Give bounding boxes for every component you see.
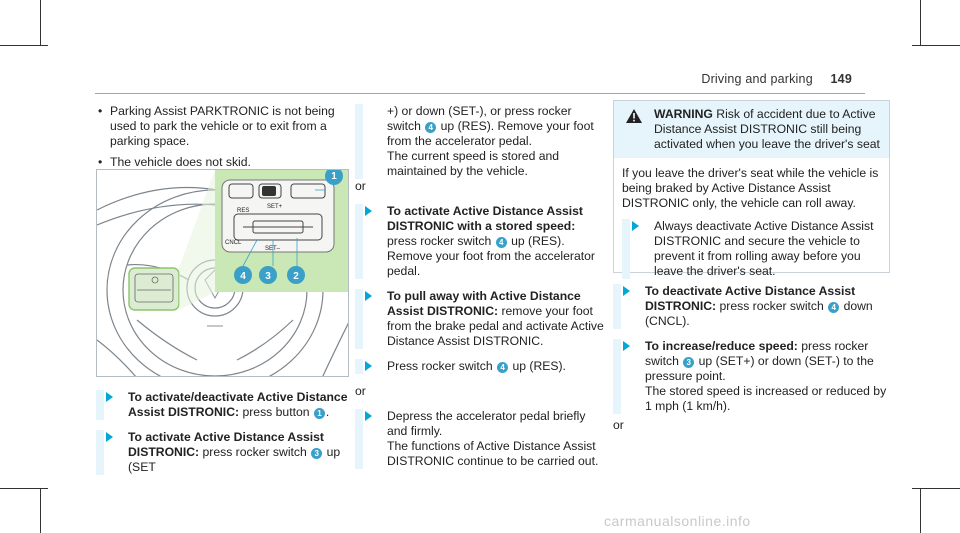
- crop-mark: [0, 488, 48, 489]
- column-1-steps: [96, 390, 350, 485]
- instruction-step: To activate/deactivate Active Distance Assist DISTRONIC: press button 1 .: [96, 390, 350, 420]
- list-item: • The vehicle does not skid.: [96, 155, 350, 170]
- callout-1: 1: [331, 171, 337, 182]
- crop-mark: [920, 0, 921, 46]
- instruction-step: To activate Active Distance Assist DISTRONIC with a stored speed: press rocker switch 4 up (RES). Remove your foot from the accelerator pedal.: [355, 204, 605, 279]
- callout-3: 3: [265, 271, 271, 282]
- arrow-icon: [365, 411, 372, 421]
- instruction-step: To deactivate Active Distance Assist DISTRONIC: press rocker switch 4 down (CNCL).: [613, 284, 890, 329]
- fig-label-cncl: CNCL: [225, 240, 242, 246]
- watermark: carmanualsonline.info: [604, 513, 751, 529]
- fig-label-set-plus: SET+: [267, 204, 283, 210]
- arrow-icon: [365, 291, 372, 301]
- warning-title-text: Risk of accident due to Active Distance Assist DISTRONIC still being activated when you leave the driver's seat: [654, 107, 880, 151]
- or-label: or: [613, 418, 624, 432]
- arrow-icon: [365, 361, 372, 371]
- crop-mark: [912, 45, 960, 46]
- instruction-step: Press rocker switch 4 up (RES).: [355, 359, 605, 374]
- callout-ref-icon: 4: [425, 122, 436, 133]
- instruction-step: To increase/reduce speed: press rocker switch 3 up (SET+) or down (SET-) to the pressure point. The stored speed is increased or reduced by 1 mph (1 km/h).: [613, 339, 890, 414]
- list-item: • Parking Assist PARKTRONIC is not being used to park the vehicle or to exit from a parking space.: [96, 104, 350, 149]
- step-heading: To activate Active Distance Assist DISTRONIC with a stored speed:: [387, 204, 583, 233]
- crop-mark: [912, 488, 960, 489]
- instruction-step: To activate Active Distance Assist DISTRONIC: press rocker switch 3 up (SET: [96, 430, 350, 475]
- header-rule: [95, 93, 865, 94]
- instruction-step: Depress the accelerator pedal briefly and firmly. The functions of Active Distance Assist DISTRONIC continue to be carried out.: [355, 409, 605, 469]
- callout-ref-icon: 3: [683, 357, 694, 368]
- fig-label-res: RES: [237, 208, 250, 214]
- crop-mark: [0, 45, 48, 46]
- crop-mark: [40, 488, 41, 533]
- arrow-icon: [106, 392, 113, 402]
- arrow-icon: [365, 206, 372, 216]
- steering-wheel-illustration: [97, 170, 349, 377]
- arrow-icon: [623, 286, 630, 296]
- callout-4: 4: [240, 271, 246, 282]
- column-2: [355, 104, 605, 479]
- steering-wheel-figure: [96, 169, 349, 377]
- crop-mark: [920, 488, 921, 533]
- warning-triangle-icon: [626, 109, 642, 123]
- page-number: 149: [830, 72, 852, 86]
- arrow-icon: [623, 341, 630, 351]
- warning-header: [614, 101, 889, 158]
- column-1: [96, 104, 350, 176]
- step-heading: To deactivate Active Distance Assist DISTRONIC:: [645, 284, 856, 313]
- arrow-icon: [632, 221, 639, 231]
- step-heading: To activate/deactivate Active Distance Assist DISTRONIC:: [128, 390, 348, 419]
- callout-ref-icon: 4: [497, 362, 508, 373]
- arrow-icon: [106, 432, 113, 442]
- warning-body: If you leave the driver's seat while the vehicle is being braked by Active Distance Assist DISTRONIC only, the vehicle can roll away. Always deactivate Active Distance Assist DISTRONIC and secure the vehicle to prevent it from rolling away before you leave the driver's seat.: [622, 166, 879, 278]
- or-label: or: [355, 179, 366, 193]
- instruction-step: To pull away with Active Distance Assist DISTRONIC: remove your foot from the brake pedal and activate Active Distance Assist DISTRONIC.: [355, 289, 605, 349]
- fig-label-set-minus: SET–: [265, 246, 281, 252]
- warning-box: [613, 100, 890, 278]
- instruction-step: Always deactivate Active Distance Assist DISTRONIC and secure the vehicle to prevent it from rolling away before you leave the driver's seat.: [622, 219, 879, 279]
- or-label: or: [355, 384, 366, 398]
- step-heading: To increase/reduce speed:: [645, 339, 798, 353]
- section-title: Driving and parking: [701, 72, 813, 86]
- callout-ref-icon: 4: [828, 302, 839, 313]
- callout-ref-icon: 3: [311, 448, 322, 459]
- callout-ref-icon: 1: [314, 408, 325, 419]
- column-3: [613, 284, 890, 433]
- warning-title: WARNING: [654, 107, 713, 121]
- step-heading: To pull away with Active Distance Assist DISTRONIC:: [387, 289, 581, 318]
- page-header: [701, 72, 852, 86]
- crop-mark: [40, 0, 41, 46]
- step-continuation: +) or down (SET-), or press rocker switch 4 up (RES). Remove your foot from the accelerator pedal. The current speed is stored and maintained by the vehicle.: [355, 104, 605, 179]
- callout-ref-icon: 4: [496, 237, 507, 248]
- step-heading: To activate Active Distance Assist DISTRONIC:: [128, 430, 324, 459]
- callout-2: 2: [293, 271, 299, 282]
